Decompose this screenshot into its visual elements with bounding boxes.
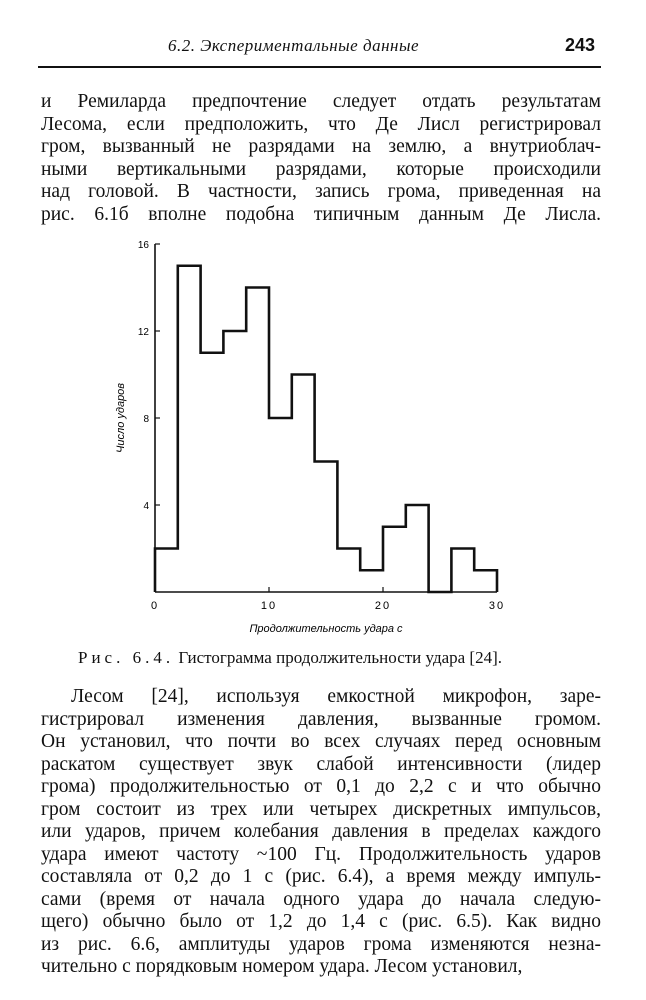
histogram-bar <box>246 288 269 593</box>
histogram-bar <box>155 549 178 593</box>
histogram-outline <box>155 266 497 592</box>
y-axis-label: Число ударов <box>115 382 127 454</box>
text-line: чительно с порядковым номером удара. Лесом установил, <box>41 956 523 977</box>
text-line: рис. 6.1б вполне подобна типичным данным Де Лисла. <box>41 203 601 225</box>
text-line: Лесом [24], используя емкостной микрофон, заре- <box>71 686 601 707</box>
histogram-bar <box>406 505 429 592</box>
text-line: гром состоит из трех или четырех дискретных импульсов, <box>41 798 601 820</box>
y-tick-label: 12 <box>137 327 149 338</box>
histogram-bar <box>178 266 201 592</box>
histogram-bar <box>315 462 338 593</box>
text-line: щего) обычно было от 1,2 до 1,4 с (рис. 6.5). Как видно <box>41 911 601 932</box>
figure-caption-text: Гистограмма продолжительности удара [24]. <box>178 648 503 667</box>
y-tick-label: 8 <box>143 414 149 425</box>
text-line: грома) продолжительностью от 0,1 до 2,2 с и что обычно <box>41 776 601 797</box>
histogram-bar <box>474 570 497 592</box>
y-tick-label: 4 <box>143 501 149 512</box>
text-line: ными вертикальными разрядами, которые происходили <box>41 158 601 180</box>
histogram-bar <box>451 549 474 593</box>
histogram-bar <box>337 549 360 593</box>
histogram-bar <box>223 331 246 592</box>
text-line: или ударов, причем колебания давления в пределах каждого <box>41 821 601 842</box>
x-axis-label: Продолжительность удара с <box>249 623 403 635</box>
text-line: сами (время от начала одного удара до начала следую- <box>41 888 601 910</box>
text-line: и Ремиларда предпочтение следует отдать результатам <box>41 91 601 112</box>
x-tick-label: 30 <box>488 600 506 612</box>
histogram-chart <box>100 230 520 640</box>
text-line: раскатом существует звук слабой интенсивности (лидер <box>41 753 601 775</box>
text-line: из рис. 6.6, амплитуды ударов грома изменяются незна- <box>41 933 601 955</box>
x-tick-label: 10 <box>260 600 278 612</box>
histogram-bar <box>269 418 292 592</box>
running-header <box>38 32 601 68</box>
paragraph-top <box>41 91 601 226</box>
text-line: над головой. В частности, запись грома, приведенная на <box>41 181 601 202</box>
text-line: Лесома, если предположить, что Де Лисл регистрировал <box>41 113 601 135</box>
histogram-bar <box>360 570 383 592</box>
histogram-bar <box>201 353 224 592</box>
figure-caption <box>78 648 502 668</box>
text-line: гистрировал изменения давления, вызванные громом. <box>41 708 601 730</box>
figure-caption-label: Рис. 6.4. <box>78 648 175 667</box>
section-title: 6.2. Экспериментальные данные <box>168 36 420 55</box>
text-line: Он установил, что почти во всех случаях перед основным <box>41 731 601 752</box>
text-line: составляла от 0,2 до 1 с (рис. 6.4), а время между импуль- <box>41 866 601 887</box>
text-line: удара имеют частоту ~100 Гц. Продолжительность ударов <box>41 843 601 865</box>
histogram-bar <box>383 527 406 592</box>
text-line: гром, вызванный не разрядами на землю, а внутриоблач- <box>41 136 601 157</box>
x-tick-label: 0 <box>150 600 160 612</box>
x-tick-label: 20 <box>374 600 392 612</box>
histogram-bar <box>292 375 315 593</box>
page-number: 243 <box>564 35 595 55</box>
y-tick-label: 16 <box>137 240 149 251</box>
paragraph-bottom <box>41 686 601 979</box>
